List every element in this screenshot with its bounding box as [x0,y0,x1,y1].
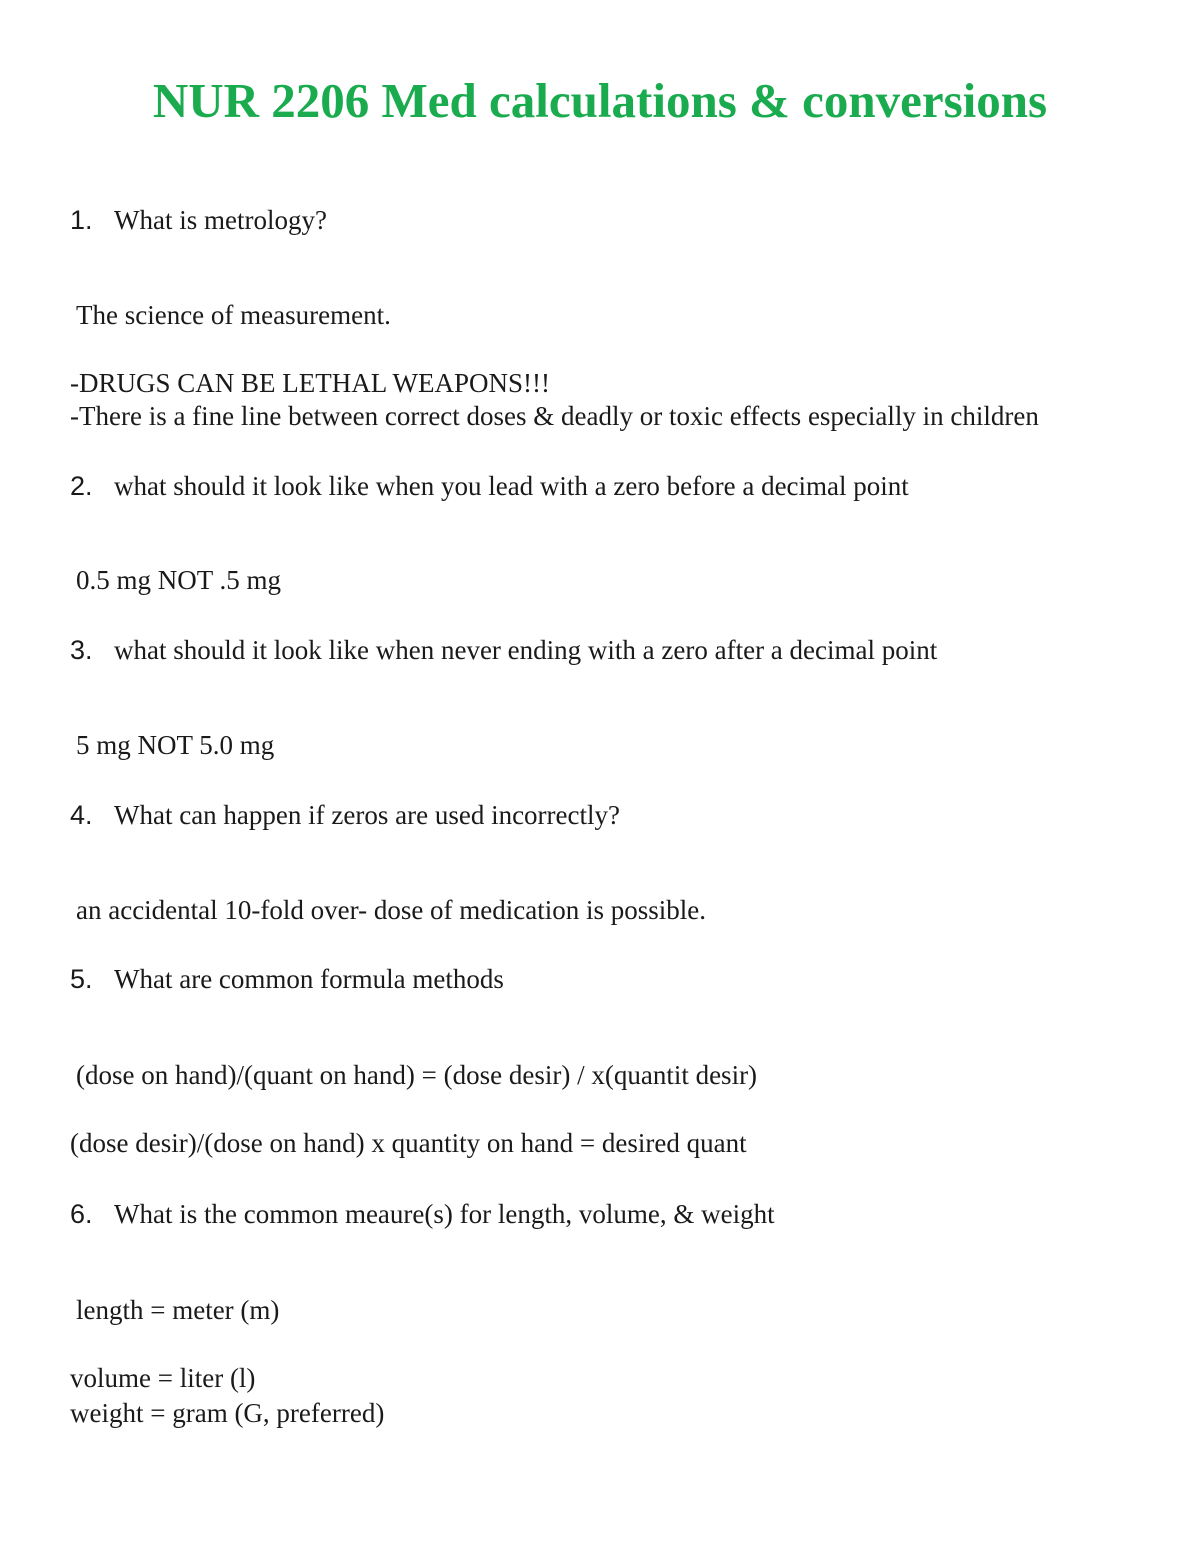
page-title: NUR 2206 Med calculations & conversions [152,73,1048,128]
question-number: 5. [70,964,93,994]
answer-5-formula-1: (dose on hand)/(quant on hand) = (dose desir) / x(quantit desir) [76,1060,758,1090]
question-number: 6. [70,1199,93,1229]
question-6 [70,1198,775,1230]
question-text: what should it look like when you lead with a zero before a decimal point [114,471,909,501]
question-text: what should it look like when never ending with a zero after a decimal point [114,635,938,665]
question-2 [70,470,909,502]
question-text: What is metrology? [114,205,327,235]
answer-2: 0.5 mg NOT .5 mg [76,565,282,595]
answer-6-volume: volume = liter (l) [70,1363,256,1393]
question-3 [70,634,937,666]
answer-6-length: length = meter (m) [76,1295,280,1325]
answer-1: The science of measurement. [76,300,391,330]
question-text: What is the common meaure(s) for length, volume, & weight [114,1199,775,1229]
question-4 [70,799,620,831]
note-drugs-lethal: -DRUGS CAN BE LETHAL WEAPONS!!! [70,368,550,398]
answer-4: an accidental 10-fold over- dose of medication is possible. [76,895,707,925]
question-number: 2. [70,471,93,501]
answer-5-formula-2: (dose desir)/(dose on hand) x quantity on hand = desired quant [70,1128,747,1158]
note-fine-line: -There is a fine line between correct doses & deadly or toxic effects especially in children [70,401,1039,431]
question-5 [70,963,504,995]
question-text: What can happen if zeros are used incorrectly? [114,800,620,830]
question-1 [70,204,327,236]
answer-3: 5 mg NOT 5.0 mg [76,730,275,760]
question-number: 3. [70,635,93,665]
question-text: What are common formula methods [114,964,504,994]
answer-6-weight: weight = gram (G, preferred) [70,1398,385,1428]
question-number: 1. [70,205,93,235]
question-number: 4. [70,800,93,830]
